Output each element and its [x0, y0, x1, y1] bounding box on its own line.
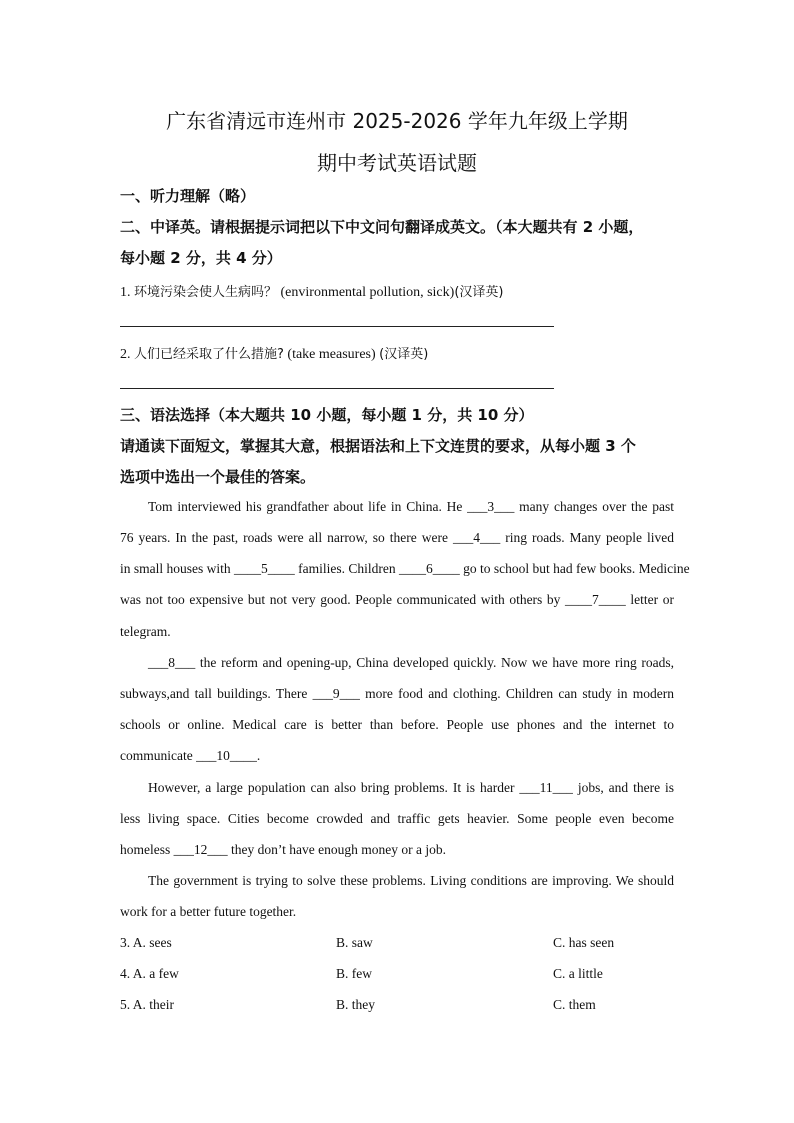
passage-text: was not too expensive but not very good. People communicated with others by: [120, 592, 566, 607]
document-title-line1: 广东省清远市连州市 2025-2026 学年九年级上学期: [166, 109, 628, 133]
passage-text: letter or: [625, 592, 675, 607]
passage-text: jobs, and there is: [572, 780, 675, 795]
question-1-hint: (environmental pollution, sick): [277, 285, 455, 300]
passage-text: telegram.: [120, 624, 171, 639]
question-2-tag: (汉译英): [379, 347, 429, 362]
option-3c[interactable]: C. has seen: [553, 935, 615, 950]
section3-heading: 三、语法选择（本大题共 10 小题，每小题 1 分，共 10 分）: [120, 406, 534, 424]
passage-text: more food and clothing. Children can study in modern: [359, 686, 674, 701]
passage-p2-line4: [120, 747, 674, 765]
question-2-hint: (take measures): [283, 347, 380, 362]
blank-4[interactable]: ___4___: [452, 530, 501, 545]
passage-text: they don’t have enough money or a job.: [227, 842, 446, 857]
option-4b[interactable]: B. few: [336, 966, 372, 981]
question-1-tag: (汉译英): [454, 285, 504, 300]
blank-10[interactable]: ___10____: [196, 748, 257, 763]
option-5b[interactable]: B. they: [336, 997, 375, 1012]
blank-11[interactable]: ___11___: [519, 780, 573, 795]
section2-heading-line2: 每小题 2 分，共 4 分）: [120, 249, 282, 267]
option-4a[interactable]: 4. A. a few: [120, 966, 179, 981]
blank-8[interactable]: ___8___: [148, 655, 196, 670]
option-3a[interactable]: 3. A. sees: [120, 935, 172, 950]
option-4c[interactable]: C. a little: [553, 966, 603, 981]
passage-text: However, a large population can also bring problems. It is harder: [148, 780, 520, 795]
section3-instruction-line1: 请通读下面短文，掌握其大意，根据语法和上下文连贯的要求，从每小题 3 个: [120, 437, 636, 455]
passage-text: .: [256, 748, 261, 763]
question-1-answer-line[interactable]: [120, 326, 554, 327]
passage-text: schools or online. Medical care is better than before. People use phones and the internet to: [120, 717, 674, 732]
question-1-number: 1.: [120, 285, 131, 300]
passage-text: communicate: [120, 748, 197, 763]
passage-text: subways,and tall buildings. There: [120, 686, 313, 701]
blank-9[interactable]: ___9___: [312, 686, 360, 701]
passage-p3-line2: [120, 810, 674, 828]
question-1-chinese: 环境污染会使人生病吗？: [134, 285, 278, 300]
passage-p4-line2: [120, 903, 674, 921]
question-2-chinese: 人们已经采取了什么措施?: [134, 347, 284, 362]
passage-p1-line5: [120, 623, 674, 641]
passage-text: the reform and opening-up, China developed quickly. Now we have more ring roads,: [195, 655, 674, 670]
section1-heading: 一、听力理解（略）: [120, 187, 256, 205]
section2-heading-line1: 二、中译英。请根据提示词把以下中文问句翻译成英文。（本大题共有 2 小题，: [120, 218, 644, 236]
passage-text: The government is trying to solve these problems. Living conditions are improving. We should: [148, 873, 674, 888]
blank-6[interactable]: ____6____: [398, 561, 460, 576]
passage-text: homeless: [120, 842, 174, 857]
passage-p3-line3: [120, 841, 674, 859]
question-2-answer-line[interactable]: [120, 388, 554, 389]
blank-5[interactable]: ____5____: [234, 561, 295, 576]
option-5a[interactable]: 5. A. their: [120, 997, 174, 1012]
passage-p3-line1: [120, 779, 674, 797]
passage-text: Tom interviewed his grandfather about life in China. He: [148, 499, 468, 514]
question-2: [120, 343, 428, 363]
passage-p2-line2: [120, 685, 674, 703]
passage-text: ring roads. Many people lived: [500, 530, 675, 545]
passage-text: less living space. Cities become crowded and traffic gets heavier. Some people even become: [120, 811, 674, 826]
option-3b[interactable]: B. saw: [336, 935, 373, 950]
passage-p2-line1: [120, 654, 674, 672]
passage-text: families. Children: [294, 561, 399, 576]
blank-3[interactable]: ___3___: [467, 499, 515, 514]
section3-instruction-line2: 选项中选出一个最佳的答案。: [120, 468, 316, 486]
passage-text: work for a better future together.: [120, 904, 297, 919]
question-1: [120, 281, 503, 301]
passage-p4-line1: [120, 872, 674, 890]
blank-7[interactable]: ____7____: [565, 592, 626, 607]
passage-p1-line3: [120, 560, 690, 578]
question-2-number: 2.: [120, 347, 131, 362]
passage-text: many changes over the past: [514, 499, 675, 514]
passage-text: in small houses with: [120, 561, 234, 576]
blank-12[interactable]: ___12___: [173, 842, 228, 857]
passage-p2-line3: [120, 716, 674, 734]
passage-p1-line4: [120, 591, 674, 609]
passage-p1-line2: [120, 529, 674, 547]
passage-text: 76 years. In the past, roads were all narrow, so there were: [120, 530, 453, 545]
passage-p1-line1: [120, 498, 674, 516]
document-title-line2: 期中考试英语试题: [317, 151, 477, 175]
option-5c[interactable]: C. them: [553, 997, 596, 1012]
passage-text: go to school but had few books. Medicine: [459, 561, 690, 576]
